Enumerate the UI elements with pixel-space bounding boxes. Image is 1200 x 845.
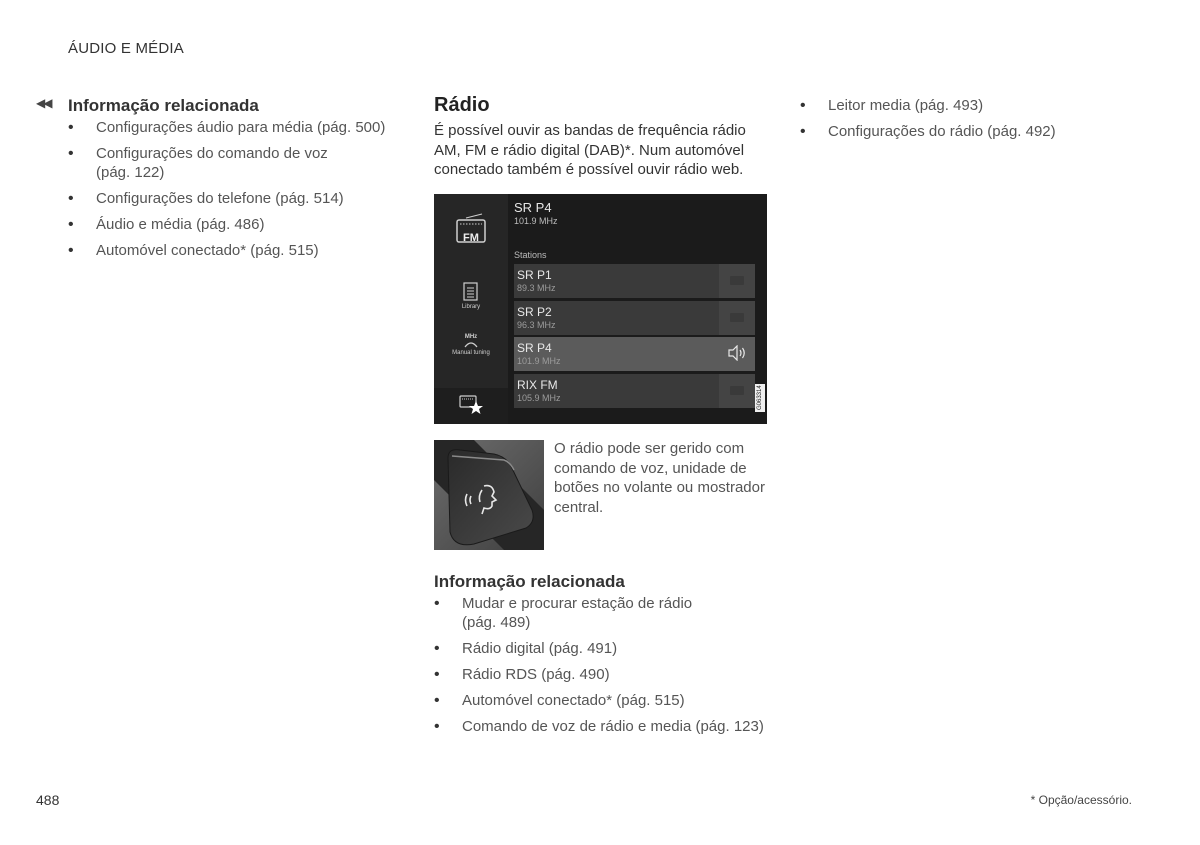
related-info-heading: Informação relacionada — [68, 96, 259, 115]
image-code: G063314 — [757, 385, 763, 411]
tuning-arc-icon — [464, 340, 478, 348]
fm-band-icon — [434, 212, 508, 248]
related-link[interactable]: • Mudar e procurar estação de rádio (pág. 489) — [434, 594, 712, 632]
library-icon — [463, 282, 479, 302]
manual-tuning-button[interactable] — [434, 334, 508, 356]
station-name: SR P2 — [517, 305, 552, 319]
radio-screen-illustration — [434, 194, 767, 424]
related-link[interactable]: • Configurações do comando de voz (pág. 122) — [68, 144, 336, 182]
speaker-icon — [727, 345, 747, 361]
related-link[interactable]: • Rádio RDS (pág. 490) — [434, 665, 774, 684]
favourite-radio-star-icon — [456, 390, 486, 418]
footnote: * Opção/acessório. — [1030, 793, 1132, 807]
now-playing — [514, 200, 558, 226]
related-info-heading-2: Informação relacionada — [434, 572, 625, 591]
related-link[interactable]: • Rádio digital (pág. 491) — [434, 639, 774, 658]
favourite-toggle-icon[interactable] — [719, 301, 755, 335]
station-row[interactable] — [514, 264, 755, 298]
intro-paragraph: É possível ouvir as bandas de frequência rádio AM, FM e rádio digital (DAB)*. Num automóvel conectado também é possível ouvir rádio web. — [434, 122, 746, 178]
related-link[interactable]: • Configurações do rádio (pág. 492) — [800, 122, 1120, 141]
now-playing-name: SR P4 — [514, 200, 552, 215]
related-link[interactable]: • Automóvel conectado* (pág. 515) — [434, 691, 774, 710]
page-number: 488 — [36, 792, 60, 808]
related-link[interactable]: • Configurações áudio para média (pág. 500) — [68, 118, 398, 137]
station-name: SR P4 — [517, 341, 552, 355]
station-frequency: 89.3 MHz — [517, 283, 556, 293]
favourite-toggle-icon[interactable] — [719, 264, 755, 298]
stations-label: Stations — [514, 250, 547, 260]
favourite-toggle-icon[interactable] — [719, 374, 755, 408]
page-title: Rádio — [434, 94, 490, 116]
station-name: RIX FM — [517, 378, 558, 392]
library-button[interactable] — [434, 282, 508, 310]
photo-caption: O rádio pode ser gerido com comando de voz, unidade de botões no volante ou mostrador central. — [554, 440, 765, 516]
now-playing-frequency: 101.9 MHz — [514, 216, 558, 226]
related-link[interactable]: • Comando de voz de rádio e media (pág. 123) — [434, 717, 774, 736]
double-left-chevron-icon[interactable]: ◀◀ — [36, 96, 51, 110]
related-info-list — [68, 118, 398, 267]
station-frequency: 105.9 MHz — [517, 393, 561, 403]
manual-tuning-label: Manual tuning — [452, 350, 490, 356]
favourites-button[interactable] — [434, 388, 508, 424]
station-name: SR P1 — [517, 268, 552, 282]
station-row[interactable] — [514, 374, 755, 408]
related-link[interactable]: • Áudio e média (pág. 486) — [68, 215, 398, 234]
related-info-list-continued — [800, 96, 1120, 148]
mhz-icon-text: MHz — [464, 334, 478, 340]
fm-band-label: FM — [463, 232, 479, 244]
related-info-list-2 — [434, 594, 774, 743]
voice-control-button-photo — [434, 440, 544, 550]
library-label: Library — [461, 304, 481, 310]
station-frequency: 96.3 MHz — [517, 320, 556, 330]
screen-sidebar — [434, 194, 508, 424]
station-row[interactable] — [514, 301, 755, 335]
related-link[interactable]: • Configurações do telefone (pág. 514) — [68, 189, 398, 208]
station-frequency: 101.9 MHz — [517, 356, 561, 366]
station-row-active[interactable] — [514, 337, 755, 371]
related-link[interactable]: • Leitor media (pág. 493) — [800, 96, 1120, 115]
related-link[interactable]: • Automóvel conectado* (pág. 515) — [68, 241, 398, 260]
section-header: ÁUDIO E MÉDIA — [68, 40, 184, 57]
